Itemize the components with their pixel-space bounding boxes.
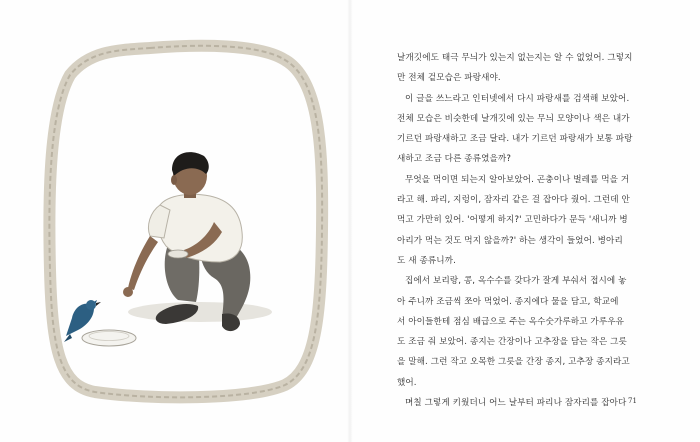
text-line: 도 조금 줘 보았어. 종지는 간장이나 고추장을 담는 작은 그릇 [397,337,627,348]
text-line: 전체 모습은 비슷한데 날개깃에 있는 무늬 모양이나 색은 내가 [397,113,630,124]
text-line: 이 글을 쓰느라고 인터넷에서 다시 파랑새를 검색해 보았어. [405,93,630,104]
text-line: 기르던 파랑새하고 조금 달라. 내가 기르던 파랑새가 보통 파랑 [397,134,633,145]
ground-shadow [128,302,272,322]
small-bowl [168,250,188,258]
text-line: 먹고 가만히 있어. '어떻게 하지?' 고민하다가 문득 '새니까 병 [397,215,628,226]
text-line: 도 새 종류니까. [397,255,456,266]
text-line: 집에서 보리랑, 콩, 옥수수를 갖다가 잘게 부숴서 접시에 놓 [405,276,627,287]
text-line: 며칠 그렇게 키웠더니 어느 날부터 파리나 잠자리를 잡아다 [405,398,627,409]
boy-figure [123,152,250,331]
text-line: 을 말해. 그런 작고 오목한 그릇을 간장 종지, 고추장 종지라고 [397,357,630,368]
text-line: 아 주니까 조금씩 쪼아 먹었어. 종지에다 물을 담고, 학교에 [397,296,619,307]
body-text [397,48,641,413]
text-line: 했어. [397,377,417,388]
text-line: 새하고 조금 다른 종류였을까? [397,154,511,165]
text-line: 서 아이들한테 점심 배급으로 주는 옥수숫가루하고 가루우유 [397,316,625,327]
text-line: 무엇을 먹이면 되는지 알아보았어. 곤충이나 벌레를 먹을 거 [405,174,630,185]
page-number: 71 [628,397,637,405]
text-line: 아리가 먹는 것도 먹지 않을까?' 하는 생각이 들었어. 병아리 [397,235,623,246]
text-line: 날개깃에도 태극 무늬가 있는지 없는지는 알 수 없었어. 그렇지 [397,53,633,63]
text-line: 라고 해. 파리, 지렁이, 잠자리 같은 걸 잡아다 줬어. 그런데 안 [397,195,630,206]
text-line: 만 전체 겉모습은 파랑새야. [397,73,501,84]
feed-plate [82,330,136,346]
